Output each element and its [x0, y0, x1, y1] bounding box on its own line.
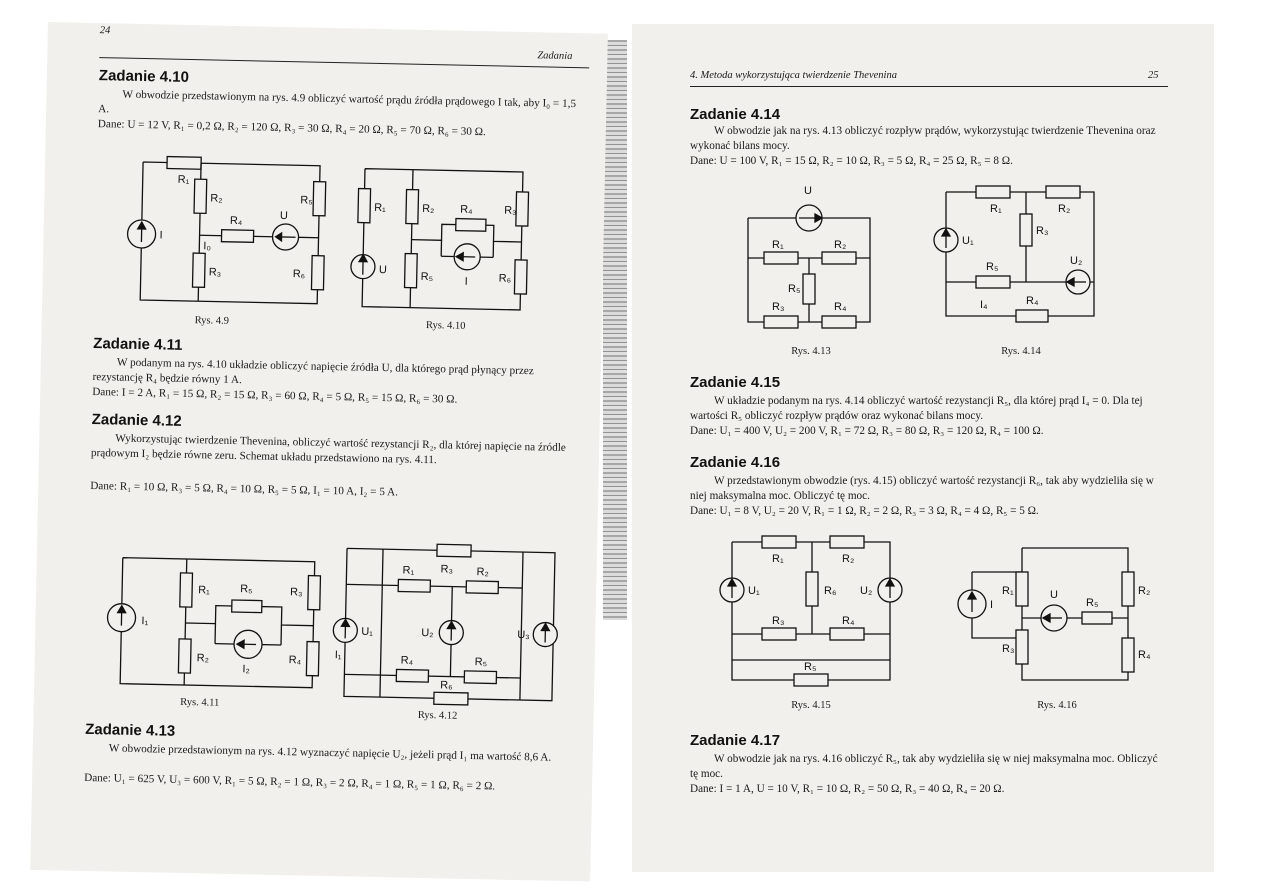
label-r2: R₂ [422, 202, 435, 216]
resistor-r2 [1122, 572, 1134, 606]
resistor-r5 [313, 182, 326, 216]
figure-caption: Rys. 4.11 [180, 696, 220, 709]
figure-caption: Rys. 4.13 [791, 346, 831, 357]
task-text: W obwodzie jak na rys. 4.16 obliczyć R₅, tak aby wydzieliła się w niej maksymalna moc. Obliczyć tę moc. [690, 753, 1158, 780]
circuit-diagram-4-14 [932, 184, 1107, 324]
resistor-r2 [194, 179, 207, 213]
figure-caption: Rys. 4.16 [1037, 700, 1077, 711]
task-given: Dane: R₁ = 10 Ω, R₃ = 5 Ω, R₄ = 10 Ω, R₅ = 5 Ω, I₁ = 10 A, I₂ = 5 A. [90, 479, 399, 499]
task-text: Wykorzystując twierdzenie Thevenina, obliczyć wartość rezystancji R₂, dla której napięcie na źródle prądowym I₂ będzie równe zeru. Schemat układu przedstawiono na rys. 4.11. [90, 432, 566, 467]
label-r4: R₄ [834, 301, 847, 313]
label-i0: I₀ [203, 240, 212, 253]
resistor-r5 [464, 671, 496, 684]
task-text: W układzie podanym na rys. 4.14 obliczyć wartość rezystancji R₅, dla której prąd I₄ = 0. Dla tej wartości R₅ obliczyć rozpływ prądów oraz wykonać bilans mocy. [690, 395, 1143, 422]
task-heading: Zadanie 4.15 [690, 374, 781, 391]
task-given: Dane: I = 1 A, U = 10 V, R₁ = 10 Ω, R₂ = 50 Ω, R₃ = 40 Ω, R₄ = 20 Ω. [690, 783, 1005, 795]
task-text: W podanym na rys. 4.10 układzie obliczyć napięcie źródła U, dla którego prąd płynący przez rezystancję R₄ będzie równy 1 A. [92, 356, 534, 387]
label-r5: R₅ [240, 583, 253, 596]
label-u1: U₁ [962, 235, 974, 247]
label-u1: U₁ [361, 625, 374, 638]
label-r1: R₁ [1002, 585, 1014, 597]
label-u2: U₂ [860, 585, 873, 597]
label-r2: R₂ [476, 566, 489, 579]
label-r4: R₄ [400, 654, 414, 667]
circuit-diagram-4-11 [90, 545, 323, 695]
circuit-diagram-4-9 [102, 141, 335, 311]
label-r4: R₄ [460, 203, 473, 216]
label-r3: R₃ [1036, 225, 1049, 237]
task-heading: Zadanie 4.14 [690, 106, 781, 123]
resistor-r2 [466, 581, 498, 594]
resistor-r1 [762, 536, 796, 548]
resistor-r6-top [437, 544, 471, 557]
resistor-r1 [358, 189, 371, 223]
task-heading: Zadanie 4.16 [690, 454, 781, 471]
label-r6: R₆ [498, 272, 512, 285]
resistor-r3 [1020, 214, 1032, 246]
task-text: W obwodzie przedstawionym na rys. 4.9 obliczyć wartość prądu źródła prądowego I tak, aby I₀ = 1,5 A. [98, 88, 577, 116]
label-r2: R₂ [842, 553, 855, 565]
resistor-r6 [434, 692, 468, 705]
label-r1: R₁ [198, 584, 210, 597]
label-r3: R₃ [208, 266, 222, 279]
label-r3: R₃ [1002, 643, 1015, 655]
task-given: Dane: U₁ = 400 V, U₂ = 200 V, R₁ = 72 Ω, R₃ = 80 Ω, R₃ = 120 Ω, R₄ = 100 Ω. [690, 425, 1044, 437]
resistor-r6 [514, 260, 527, 294]
label-i1: I₁ [141, 615, 149, 628]
label-u1: U₁ [748, 585, 760, 597]
label-i: I [464, 275, 468, 288]
label-u: U [279, 209, 289, 223]
label-i4: I₄ [980, 299, 988, 311]
figure-caption: Rys. 4.15 [791, 700, 831, 711]
task-given: Dane: U = 100 V, R₁ = 15 Ω, R₂ = 10 Ω, R₃ = 5 Ω, R₄ = 25 Ω, R₅ = 8 Ω. [690, 155, 1013, 167]
resistor-r5 [232, 600, 262, 613]
task-given: Dane: U₁ = 8 V, U₂ = 20 V, R₁ = 1 Ω, R₂ = 2 Ω, R₃ = 3 Ω, R₄ = 4 Ω, R₅ = 5 Ω. [690, 505, 1039, 517]
task-heading: Zadanie 4.17 [690, 732, 781, 749]
label-u2: U₂ [421, 626, 434, 640]
resistor-r6 [311, 256, 324, 290]
resistor-r1 [976, 186, 1010, 198]
label-r4: R₄ [288, 654, 302, 667]
resistor-r5 [1082, 612, 1112, 624]
label-r5: R₅ [1086, 597, 1099, 609]
resistor-r5 [976, 276, 1010, 288]
label-r5: R₅ [804, 661, 817, 673]
resistor-r4 [456, 219, 486, 232]
label-r1: R₁ [374, 201, 386, 215]
label-u2: U₂ [1070, 255, 1083, 267]
task-heading: Zadanie 4.11 [93, 335, 183, 354]
label-u: U [804, 185, 812, 197]
resistor-r3 [1016, 630, 1028, 664]
label-u: U [1050, 589, 1058, 601]
resistor-r3 [192, 253, 205, 287]
label-r3: R₃ [289, 586, 303, 599]
circuit-diagram-4-10 [342, 148, 545, 317]
resistor-r5 [405, 254, 418, 288]
running-head: Zadania [537, 50, 573, 62]
resistor-r3 [516, 192, 529, 226]
running-head: 4. Metoda wykorzystująca twierdzenie Thevenina [690, 70, 897, 81]
resistor-r4 [306, 642, 319, 676]
resistor-r2 [178, 639, 191, 673]
circuit-wire [828, 660, 890, 680]
resistor-r5 [803, 274, 815, 304]
label-r4: R₄ [1138, 649, 1151, 661]
label-r2: R₂ [834, 239, 847, 251]
resistor-r3 [308, 576, 321, 610]
figure-caption: Rys. 4.14 [1001, 346, 1041, 357]
circuit-wire [120, 558, 315, 688]
circuit-diagram-4-16 [962, 538, 1152, 688]
resistor-r5 [794, 674, 828, 686]
resistor-r2 [406, 190, 419, 224]
resistor-r4 [822, 316, 856, 328]
label-r2: R₂ [1058, 203, 1071, 215]
resistor-r6 [806, 572, 818, 606]
label-r5: R₅ [420, 270, 434, 284]
label-r3: R₃ [504, 204, 517, 217]
task-given: Dane: I = 2 A, R₁ = 15 Ω, R₂ = 15 Ω, R₃ = 60 Ω, R₄ = 5 Ω, R₅ = 15 Ω, R₆ = 30 Ω. [92, 386, 458, 406]
label-r3: R₃ [772, 301, 785, 313]
label-r1: R₁ [177, 173, 190, 186]
label-r5: R₅ [300, 194, 313, 207]
book-binding [603, 40, 627, 620]
label-r4: R₄ [1026, 295, 1039, 307]
label-r5: R₅ [788, 283, 801, 295]
label-i: I [990, 599, 994, 611]
label-u3: U₃ [517, 628, 530, 642]
resistor-r4 [830, 628, 864, 640]
figure-caption: Rys. 4.10 [425, 319, 466, 332]
task-heading: Zadanie 4.13 [85, 720, 176, 740]
task-text: W przedstawionym obwodzie (rys. 4.15) obliczyć wartość rezystancji R₆, tak aby wydzieliła się w niej maksymalna moc. Obliczyć tę moc. [690, 475, 1154, 502]
label-i1: I₁ [334, 649, 342, 662]
label-r5: R₅ [474, 656, 488, 669]
page-number: 25 [1148, 70, 1159, 81]
label-r5: R₅ [986, 261, 999, 273]
figure-caption: Rys. 4.12 [417, 709, 458, 722]
label-r4: R₄ [229, 214, 243, 228]
label-i: I [159, 229, 163, 242]
label-r3: R₃ [772, 615, 785, 627]
label-r1: R₁ [402, 564, 415, 577]
task-heading: Zadanie 4.12 [91, 411, 182, 430]
label-r4: R₄ [842, 615, 855, 627]
page-number: 24 [99, 25, 111, 37]
task-text: W obwodzie przedstawionym na rys. 4.12 wyznaczyć napięcie U₂, jeżeli prąd I₁ ma wartość 8,6 A. [108, 742, 552, 764]
circuit-diagram-4-12 [334, 534, 563, 709]
header-rule [99, 57, 589, 68]
task-heading: Zadanie 4.10 [98, 67, 190, 86]
resistor-r4 [396, 669, 428, 682]
circuit-diagram-4-13 [742, 180, 882, 328]
label-r2: R₂ [210, 192, 223, 205]
resistor-r4 [1122, 638, 1134, 672]
label-r6: R₆ [440, 679, 453, 692]
resistor-r1 [167, 157, 201, 170]
task-given: Dane: U₁ = 625 V, U₃ = 600 V, R₁ = 5 Ω, R₂ = 1 Ω, R₃ = 2 Ω, R₄ = 1 Ω, R₅ = 1 Ω, R₆ = 2 Ω. [84, 771, 496, 793]
circuit-wire [946, 192, 1094, 316]
label-r2: R₂ [196, 652, 210, 665]
header-rule [690, 86, 1168, 87]
circuit-wire [362, 169, 523, 310]
task-text: W obwodzie jak na rys. 4.13 obliczyć rozpływ prądów, wykorzystując twierdzenie Thevenina oraz wykonać bilans mocy. [690, 125, 1156, 152]
resistor-r3 [762, 628, 796, 640]
label-r6: R₆ [292, 268, 306, 281]
label-r1: R₁ [990, 203, 1002, 215]
task-given: Dane: U = 12 V, R₁ = 0,2 Ω, R₂ = 120 Ω, R₃ = 30 Ω, R₄ = 20 Ω, R₅ = 70 Ω, R₆ = 30 Ω. [97, 118, 486, 139]
right-page [632, 24, 1214, 872]
resistor-r4 [221, 230, 253, 243]
label-r6: R₆ [824, 585, 837, 597]
resistor-r1 [1016, 572, 1028, 606]
label-i2: I₂ [242, 663, 250, 676]
resistor-r2 [830, 536, 864, 548]
resistor-r1 [764, 252, 798, 264]
resistor-r1 [398, 579, 430, 592]
left-page [30, 22, 608, 882]
label-r1: R₁ [772, 239, 784, 251]
resistor-r1 [180, 573, 193, 607]
figure-caption: Rys. 4.9 [194, 315, 230, 327]
resistor-r3 [764, 316, 798, 328]
circuit-diagram-4-15 [710, 534, 910, 684]
resistor-r2 [1046, 186, 1080, 198]
label-r3: R₃ [440, 563, 454, 576]
label-r2: R₂ [1138, 585, 1151, 597]
circuit-wire [732, 660, 794, 680]
label-u: U [378, 263, 387, 277]
resistor-r2 [822, 252, 856, 264]
label-r1: R₁ [772, 553, 784, 565]
resistor-r4 [1016, 310, 1048, 322]
